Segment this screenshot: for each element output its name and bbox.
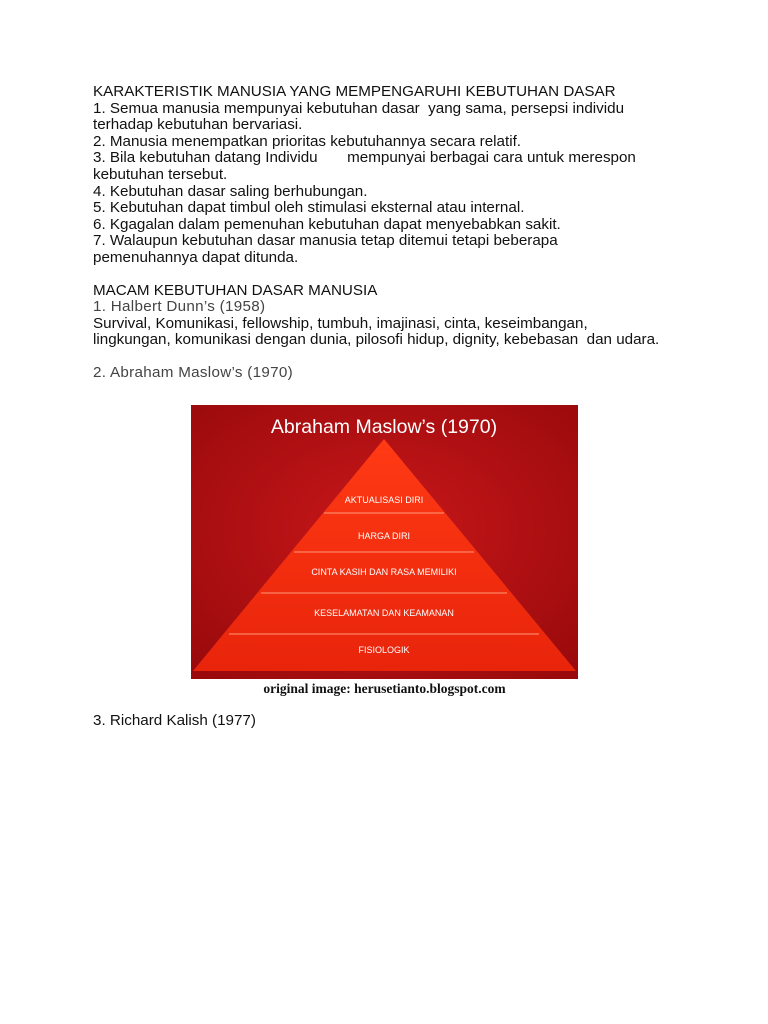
dunn-line: lingkungan, komunikasi dengan dunia, pilosofi hidup, dignity, kebebasan dan udara.	[93, 331, 660, 349]
list-line: kebutuhan tersebut.	[93, 165, 228, 183]
maslow-pyramid-figure	[191, 405, 578, 679]
list-line: 4. Kebutuhan dasar saling berhubungan.	[93, 182, 368, 200]
level-cinta-kasih: CINTA KASIH DAN RASA MEMILIKI	[311, 567, 457, 577]
list-line: 5. Kebutuhan dapat timbul oleh stimulasi eksternal atau internal.	[93, 199, 525, 217]
level-aktualisasi-diri: AKTUALISASI DIRI	[344, 495, 424, 505]
level-harga-diri: HARGA DIRI	[357, 531, 411, 541]
figure-title: Abraham Maslow’s (1970)	[270, 416, 498, 438]
dunn-line: Survival, Komunikasi, fellowship, tumbuh, imajinasi, cinta, keseimbangan,	[93, 314, 588, 332]
heading-abraham-maslow: 2. Abraham Maslow’s (1970)	[93, 363, 293, 381]
level-keselamatan: KESELAMATAN DAN KEAMANAN	[314, 608, 454, 618]
section-title-karakteristik: KARAKTERISTIK MANUSIA YANG MEMPENGARUHI KEBUTUHAN DASAR	[93, 83, 616, 100]
maslow-pyramid-svg	[191, 405, 578, 679]
list-line: terhadap kebutuhan bervariasi.	[93, 116, 303, 134]
heading-halbert-dunn: 1. Halbert Dunn’s (1958)	[93, 298, 266, 316]
figure-caption: original image: herusetianto.blogspot.com	[263, 681, 506, 696]
document-body	[93, 84, 733, 382]
section-title-macam: MACAM KEBUTUHAN DASAR MANUSIA	[93, 281, 378, 299]
list-line: pemenuhannya dapat ditunda.	[93, 248, 299, 266]
list-line: 7. Walaupun kebutuhan dasar manusia tetap ditemui tetapi beberapa	[93, 232, 558, 250]
level-fisiologik: FISIOLOGIK	[358, 645, 410, 655]
list-line: 1. Semua manusia mempunyai kebutuhan dasar yang sama, persepsi individu	[93, 99, 625, 117]
list-line: 6. Kgagalan dalam pemenuhan kebutuhan dapat menyebabkan sakit.	[93, 215, 561, 233]
list-line: 3. Bila kebutuhan datang Individu mempunyai berbagai cara untuk merespon	[93, 149, 636, 167]
heading-richard-kalish: 3. Richard Kalish (1977)	[93, 712, 256, 729]
list-line: 2. Manusia menempatkan prioritas kebutuhannya secara relatif.	[93, 132, 522, 150]
